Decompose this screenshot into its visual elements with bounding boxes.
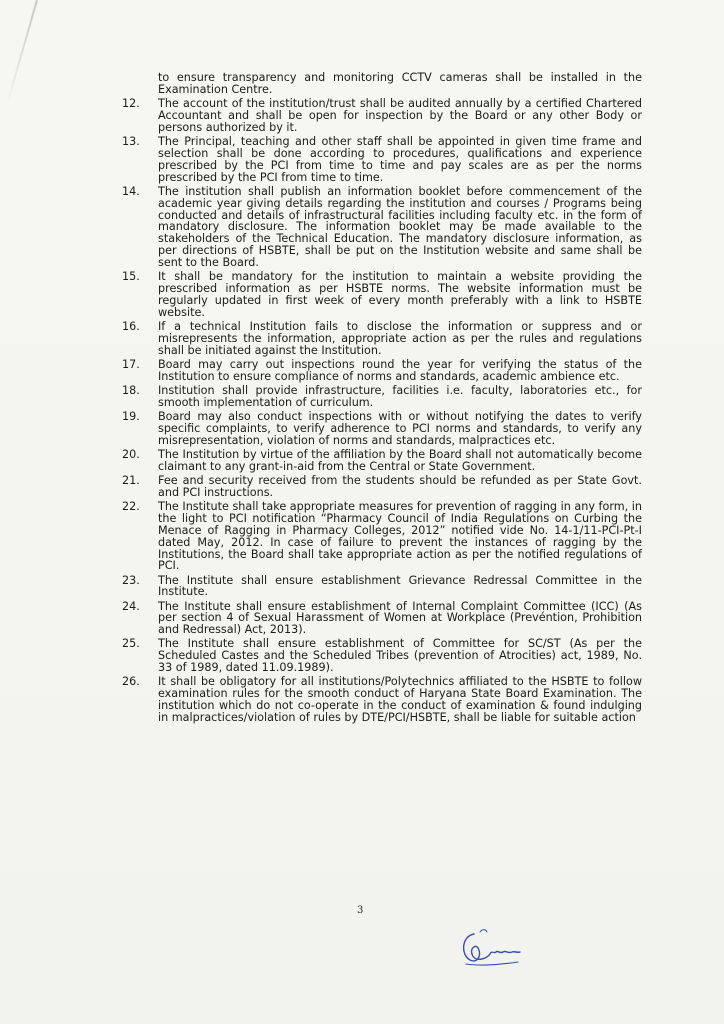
item-text: The Institute shall ensure establishment of Committee for SC/ST (As per the Scheduled Castes and the Scheduled Tribes (prevention of Atrocities) act, 1989, No. 33 of 1989, dated 11.09.1989). <box>158 637 642 675</box>
item-text: It shall be mandatory for the institution to maintain a website providing the prescribed information as per HSBTE norms. The website information must be regularly updated in first week of every month preferably with a link to HSBTE website. <box>158 270 642 319</box>
continuation-paragraph: to ensure transparency and monitoring CCTV cameras shall be installed in the Examination Centre. <box>158 71 642 96</box>
item-number: 19. <box>122 409 140 423</box>
list-item <box>122 136 642 184</box>
document-body <box>122 72 642 726</box>
list-item <box>122 359 642 383</box>
list-item <box>122 501 642 572</box>
item-text: Board may also conduct inspections with or without notifying the dates to verify specific complaints, to verify adherence to PCI norms and standards, to verify any misrepresentation, violation of norms and standards, malpractices etc. <box>158 409 642 447</box>
item-text: The Institute shall ensure establishment Grievance Redressal Committee in the Institute. <box>158 573 642 599</box>
item-number: 18. <box>122 383 140 397</box>
item-number: 12. <box>122 97 140 110</box>
list-item <box>122 601 642 637</box>
list-item <box>122 411 642 447</box>
item-text: Fee and security received from the students should be refunded as per State Govt. and PCI instructions. <box>158 473 642 499</box>
item-text: Institution shall provide infrastructure, facilities i.e. faculty, laboratories etc., for smooth implementation of curriculum. <box>158 383 642 409</box>
item-text: The institution shall publish an information booklet before commencement of the academic year giving details regarding the institution and courses / Programs being conducted and details of infrastructural facilities including faculty etc. in the form of mandatory disclosure. The information booklet may be made available to the stakeholders of the Technical Education. The mandatory disclosure information, as per directions of HSBTE, shall be put on the Institution website and same shall be sent to the Board. <box>158 184 642 270</box>
signature-icon <box>456 924 526 972</box>
list-item <box>122 475 642 499</box>
item-number: 14. <box>122 184 140 198</box>
scan-edge-mark <box>6 0 38 106</box>
list-item <box>122 321 642 357</box>
item-number: 17. <box>122 357 140 371</box>
item-number: 13. <box>122 134 140 148</box>
item-number: 20. <box>122 447 140 461</box>
item-text: The Institute shall ensure establishment of Internal Complaint Committee (ICC) (As per section 4 of Sexual Harassment of Women at Workplace (Prevéntion, Prohibition and Redressal) Act, 2013). <box>158 599 642 637</box>
list-item <box>122 676 642 724</box>
item-number: 15. <box>122 270 140 284</box>
item-number: 21. <box>122 473 140 487</box>
item-text: It shall be obligatory for all institutions/Polytechnics affiliated to the HSBTE to follow examination rules for the smooth conduct of Haryana State Board Examination. The institution which do not co-operate in the conduct of examination & found indulging in malpractices/violation of rules by DTE/PCI/HSBTE, shall be liable for suitable action <box>158 675 642 725</box>
list-item <box>122 449 642 473</box>
item-number: 24. <box>122 599 140 613</box>
list-item <box>122 186 642 269</box>
item-number: 16. <box>122 320 140 334</box>
list-item <box>122 271 642 319</box>
item-number: 22. <box>122 499 140 513</box>
item-number: 23. <box>122 573 140 587</box>
list-item <box>122 638 642 674</box>
item-number: 26. <box>122 675 140 689</box>
item-number: 25. <box>122 637 140 651</box>
item-text: Board may carry out inspections round the year for verifying the status of the Institution to ensure compliance of norms and standards, academic ambience etc. <box>158 357 642 383</box>
item-text: The Institution by virtue of the affiliation by the Board shall not automatically become claimant to any grant-in-aid from the Central or State Government. <box>158 447 642 473</box>
list-item <box>122 575 642 599</box>
item-text: The account of the institution/trust shall be audited annually by a certified Chartered Accountant and shall be open for inspection by the Board or any other Body or persons authorized by it. <box>158 97 642 134</box>
item-text: The Principal, teaching and other staff shall be appointed in given time frame and selection shall be done according to procedures, qualifications and experience prescribed by the PCI from time to time and pay scales are as per the norms prescribed by the PCI from time to time. <box>158 134 642 184</box>
item-text: If a technical Institution fails to disclose the information or suppress and or misrepresents the information, appropriate action as per the rules and regulations shall be initiated against the Institution. <box>158 320 642 357</box>
item-text: The Institute shall take appropriate measures for prevention of ragging in any form, in the light to PCI notification “Pharmacy Council of India Regulations on Curbing the Menace of Ragging in Pharmacy Colleges, 2012” notified vide No. 14-1/11-PCI-Pt-I dated May, 2012. In case of failure to prevent the instances of ragging by the Institutions, the Board shall take appropriate action as per the notified regulations of PCI. <box>158 499 642 573</box>
list-item <box>122 98 642 134</box>
list-item <box>122 385 642 409</box>
page-number: 3 <box>357 905 364 916</box>
